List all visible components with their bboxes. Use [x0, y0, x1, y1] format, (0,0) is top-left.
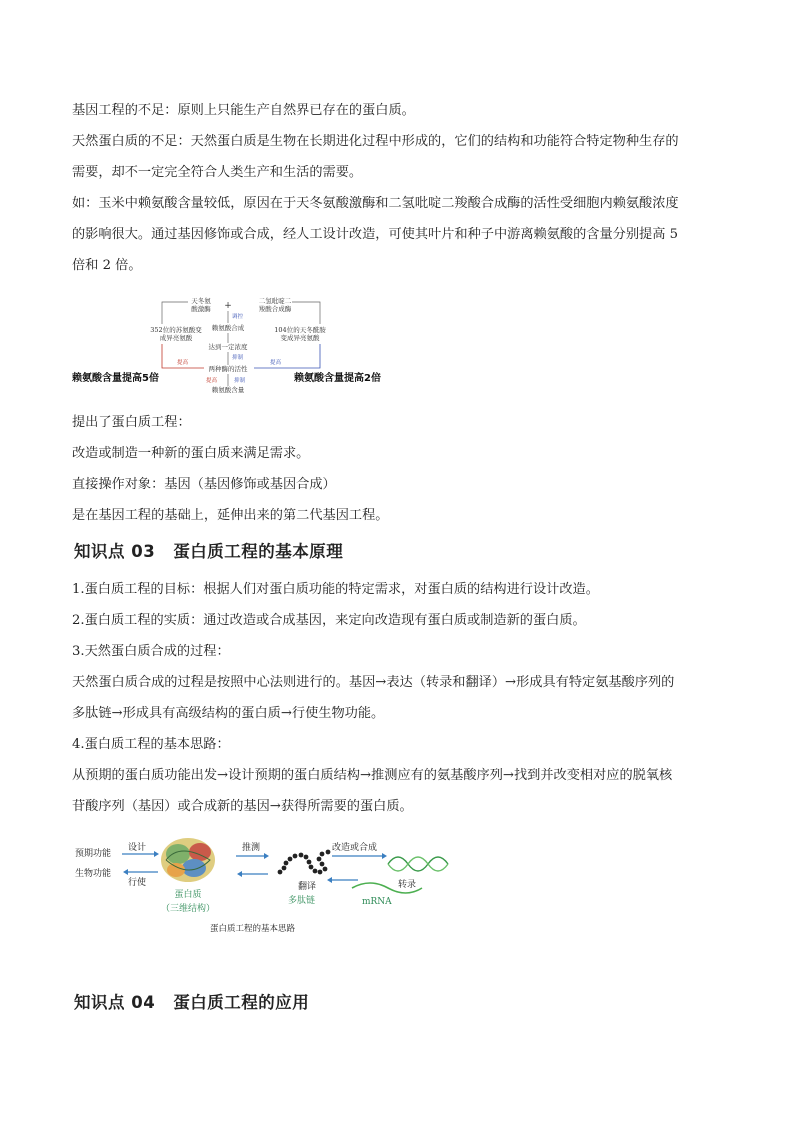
text-line: 苷酸序列（基因）或合成新的基因→获得所需要的蛋白质。: [72, 799, 413, 814]
mrna-label: mRNA: [362, 897, 392, 907]
text-line: 2.蛋白质工程的实质：通过改造或合成基因，来定向改造现有蛋白质或制造新的蛋白质。: [72, 613, 586, 628]
text-line: 从预期的蛋白质功能出发→设计预期的蛋白质结构→推测应有的氨基酸序列→找到并改变相对应的脱氧核: [72, 768, 673, 783]
lysine-content-label: 赖氨酸含量: [211, 386, 245, 394]
left-mutation-label: 352位的苏氨酸变成异亮氨酸: [150, 326, 202, 342]
text-line: 的影响很大。通过基因修饰或合成，经人工设计改造，可使其叶片和种子中游离赖氨酸的含量分别提高 5: [72, 227, 679, 242]
text-line: 直接操作对象：基因（基因修饰或基因合成）: [72, 477, 336, 492]
left-result-label: 赖氨酸含量提高5倍: [72, 373, 159, 384]
modify-label: 改造或合成: [332, 843, 378, 853]
right-result-label: 赖氨酸含量提高2倍: [294, 373, 381, 384]
right-mutation-label: 104位的天冬酰胺变成异亮氨酸: [274, 326, 326, 342]
text-line: 天然蛋白质的不足：天然蛋白质是生物在长期进化过程中形成的，它们的结构和功能符合特定物种生存的: [72, 134, 679, 149]
text-line: 提出了蛋白质工程：: [72, 415, 191, 430]
enzyme-2-label: 二氢吡啶二羧酸合成酶: [258, 297, 292, 313]
section-heading-03: 知识点 03 蛋白质工程的基本原理: [74, 542, 344, 561]
act-label: 行使: [128, 878, 147, 888]
text-line: 改造或制造一种新的蛋白质来满足需求。: [72, 446, 310, 461]
protein-sub-label: （三维结构）: [160, 904, 216, 914]
protein-label: 蛋白质: [174, 890, 202, 900]
text-line: 基因工程的不足：原则上只能生产自然界已存在的蛋白质。: [72, 103, 415, 118]
text-line: 需要，却不一定完全符合人类生产和生活的需要。: [72, 165, 363, 180]
enzyme-activity-label: 两种酶的活性: [208, 365, 248, 373]
increase-label-left: 提高: [177, 360, 189, 366]
dna-helix-icon: [388, 857, 448, 871]
increase-label-right: 提高: [270, 360, 282, 366]
plus-sign: +: [224, 301, 232, 311]
inhibit-label-2: 抑制: [234, 378, 246, 384]
text-line: 如：玉米中赖氨酸含量较低，原因在于天冬氨酸激酶和二氢吡啶二羧酸合成酶的活性受细胞内赖氨酸浓度: [72, 196, 679, 211]
section-heading-04: 知识点 04 蛋白质工程的应用: [74, 993, 310, 1012]
increase-label-center: 提高: [206, 378, 218, 384]
expected-function-label: 预期功能: [75, 849, 112, 859]
protein-engineering-figure: [70, 830, 460, 940]
figure-caption: 蛋白质工程的基本思路: [210, 924, 296, 934]
infer-label: 推测: [242, 843, 261, 853]
reach-concentration-label: 达到一定浓度: [208, 343, 248, 351]
text-line: 是在基因工程的基础上，延伸出来的第二代基因工程。: [72, 508, 389, 523]
text-line: 1.蛋白质工程的目标：根据人们对蛋白质功能的特定需求，对蛋白质的结构进行设计改造。: [72, 582, 599, 597]
regulate-label: 调控: [232, 314, 244, 320]
polypeptide-chain-icon: [278, 850, 331, 875]
enzyme-1-label: 天冬氨酸激酶: [191, 297, 211, 313]
inhibit-label-1: 抑制: [232, 355, 244, 361]
design-label: 设计: [128, 843, 147, 853]
peptide-label: 多肽链: [288, 896, 316, 906]
text-line: 天然蛋白质合成的过程是按照中心法则进行的。基因→表达（转录和翻译）→形成具有特定氨基酸序列的: [72, 675, 675, 690]
text-line: 倍和 2 倍。: [72, 258, 142, 273]
text-line: 多肽链→形成具有高级结构的蛋白质→行使生物功能。: [72, 706, 385, 721]
transcribe-label: 转录: [398, 880, 417, 890]
protein-structure-icon: [161, 838, 215, 882]
translate-label: 翻译: [298, 882, 317, 892]
lysine-synthesis-label: 赖氨酸合成: [211, 324, 245, 332]
text-line: 3.天然蛋白质合成的过程：: [72, 644, 230, 659]
lysine-regulation-figure: [70, 292, 400, 400]
bio-function-label: 生物功能: [75, 869, 112, 879]
text-line: 4.蛋白质工程的基本思路：: [72, 737, 230, 752]
